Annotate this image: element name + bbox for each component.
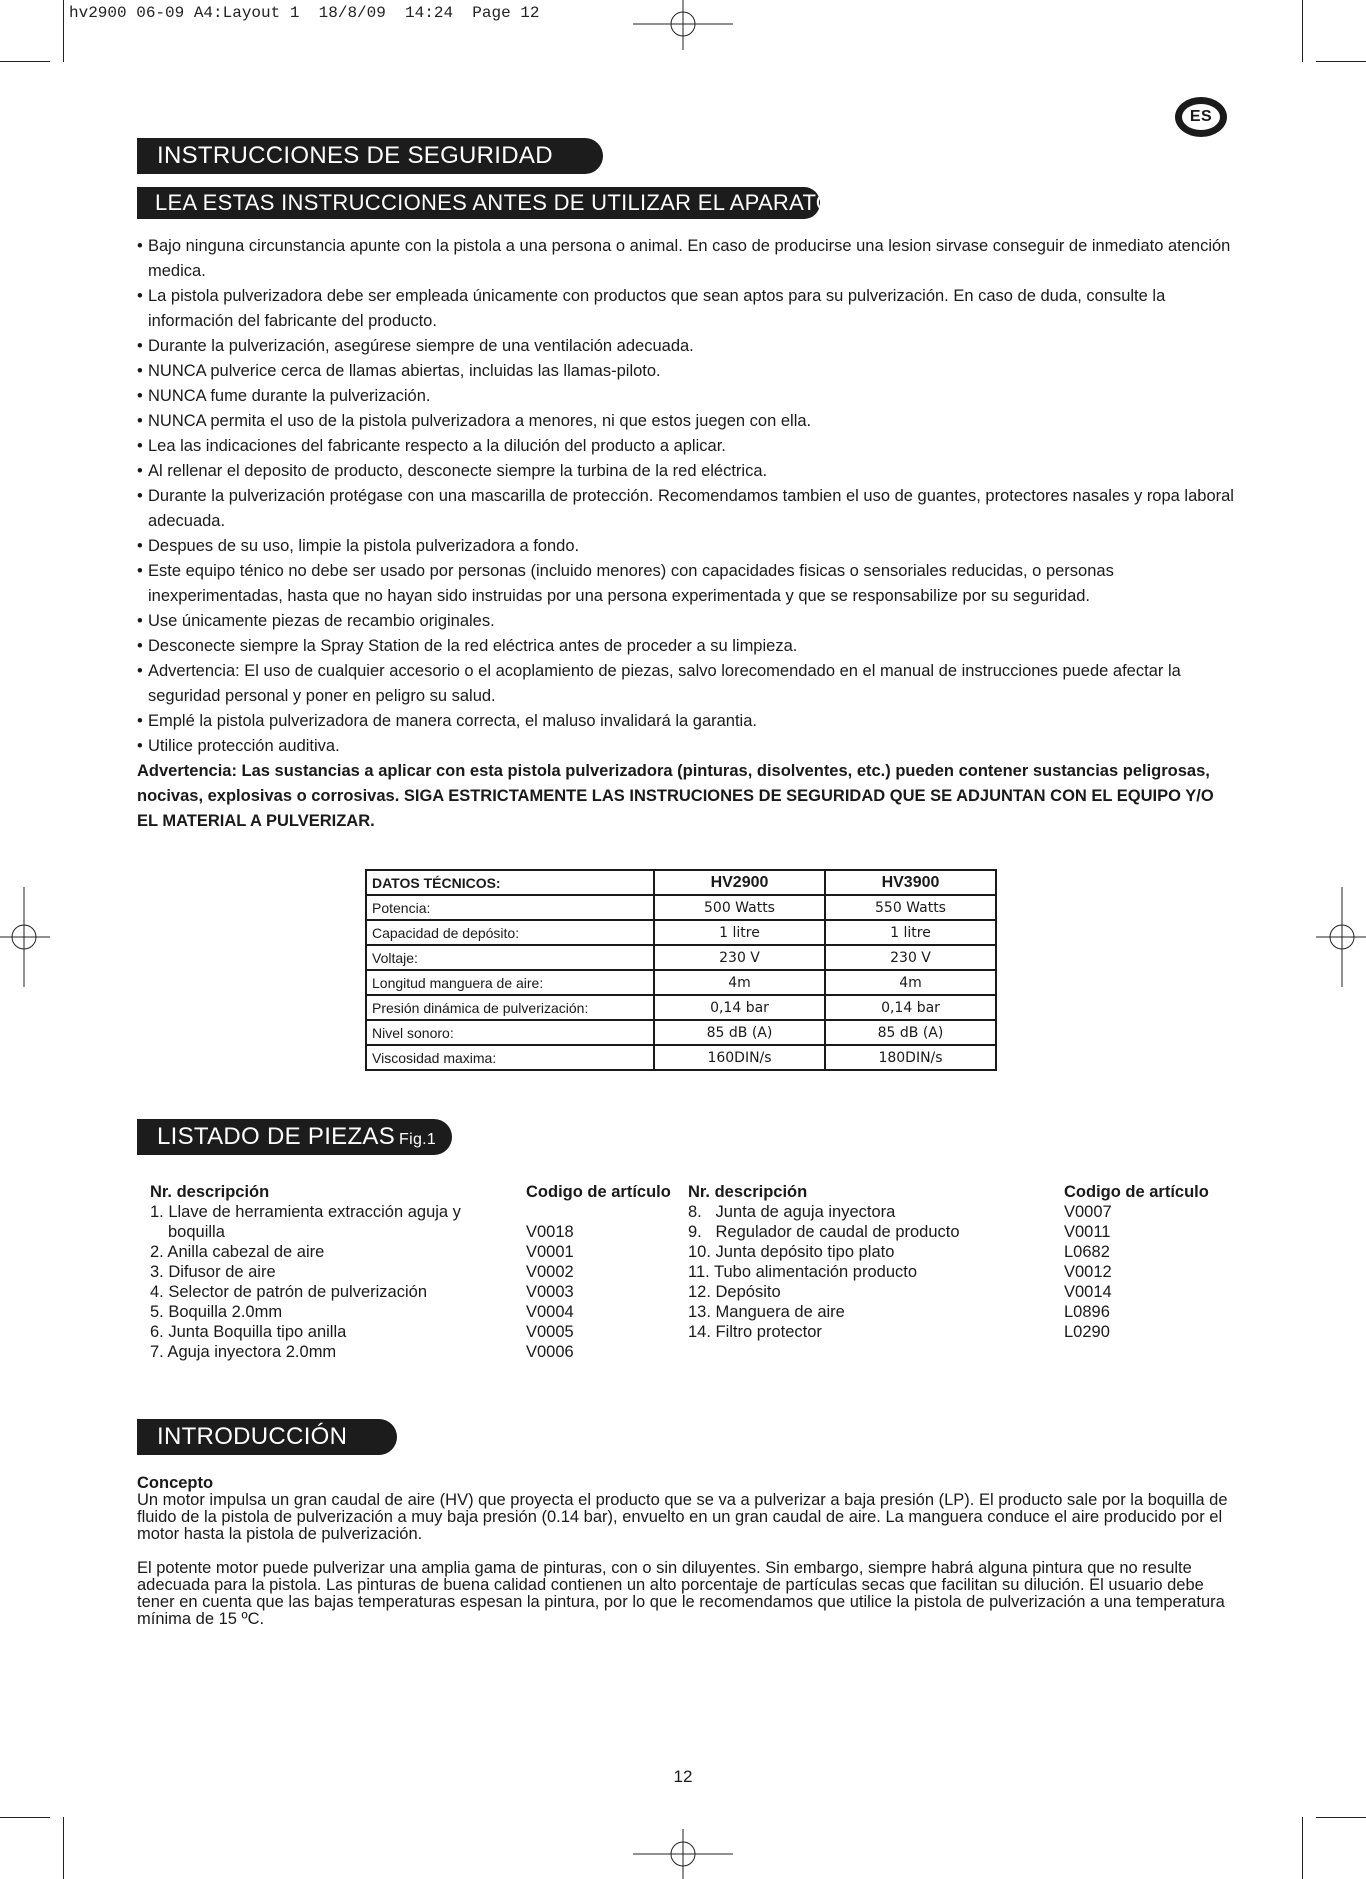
parts-list-right xyxy=(688,1182,1209,1342)
table-row xyxy=(366,945,996,970)
list-item: • Al rellenar el deposito de producto, desconecte siempre la turbina de la red eléctrica. xyxy=(137,459,1237,484)
table-cell: 550 Watts xyxy=(825,895,996,920)
list-item: • La pistola pulverizadora debe ser empleada únicamente con productos que sean aptos para su pulverización. En caso de duda, consulte la información del fabricante del producto. xyxy=(137,284,1237,334)
table-cell: 230 V xyxy=(654,945,825,970)
list-item: • Despues de su uso, limpie la pistola pulverizadora a fondo. xyxy=(137,534,1237,559)
table-row xyxy=(366,1020,996,1045)
crop-mark xyxy=(1302,0,1303,62)
table-cell: 1 litre xyxy=(654,920,825,945)
list-item: 11. Tubo alimentación producto V0012 xyxy=(688,1263,1112,1281)
page-number: 12 xyxy=(673,1767,693,1786)
warning-paragraph: Advertencia: Las sustancias a aplicar con esta pistola pulverizadora (pinturas, disolventes, etc.) pueden contener sustancias peligrosas, nocivas, explosivas o corrosivas. SIGA ESTRICTAMENTE LAS INSTRUCIONES DE SEGURIDAD QUE SE ADJUNTAN CON EL EQUIPO Y/O EL MATERIAL A PULVERIZAR. xyxy=(137,762,1214,830)
crop-mark xyxy=(0,61,50,62)
table-cell: 1 litre xyxy=(825,920,996,945)
section-title-read-instructions: LEA ESTAS INSTRUCCIONES ANTES DE UTILIZAR EL APARATO xyxy=(137,187,820,219)
table-cell: 4m xyxy=(825,970,996,995)
table-header-cell: DATOS TÉCNICOS: xyxy=(366,870,654,895)
list-item: • Use únicamente piezas de recambio originales. xyxy=(137,609,1237,634)
table-cell: 4m xyxy=(654,970,825,995)
table-row xyxy=(366,970,996,995)
intro-paragraph: El potente motor puede pulverizar una amplia gama de pinturas, con o sin diluyentes. Sin embargo, siempre habrá alguna pintura que no resulte adecuada para la pistola. Las pinturas de buena calidad contienen un alto porcentaje de partículas secas que facilitan su dilución. El usuario debe tener en cuenta que las bajas temperaturas espesan la pintura, por lo que le recomendamos que utilice la pistola de pulverización a una temperatura mínima de 15 ºC. xyxy=(137,1559,1225,1628)
registration-mark-icon xyxy=(1316,887,1366,987)
list-item: • Este equipo ténico no debe ser usado por personas (incluido menores) con capacidades fisicas o sensoriales reducidas, o personas inexperimentadas, hasta que no hayan sido instruidas por una persona experimentada y que se responsabilize por su seguridad. xyxy=(137,559,1237,609)
crop-mark xyxy=(63,1817,64,1879)
list-item: • NUNCA fume durante la pulverización. xyxy=(137,384,1237,409)
list-item: 14. Filtro protector L0290 xyxy=(688,1323,1110,1341)
list-item: 10. Junta depósito tipo plato L0682 xyxy=(688,1243,1110,1261)
list-item: 1. Llave de herramienta extracción aguja y xyxy=(150,1203,461,1221)
parts-list-left xyxy=(150,1182,671,1362)
section-title-safety: INSTRUCCIONES DE SEGURIDAD xyxy=(137,138,603,174)
crop-mark xyxy=(1316,1817,1366,1818)
list-item: • Advertencia: El uso de cualquier accesorio o el acoplamiento de piezas, salvo lorecomendado en el manual de instrucciones puede afectar la seguridad personal y poner en peligro su salud. xyxy=(137,659,1237,709)
table-header-cell: HV2900 xyxy=(654,870,825,895)
list-item: • Utilice protección auditiva. xyxy=(137,734,1237,759)
list-item: 4. Selector de patrón de pulverización V0003 xyxy=(150,1283,574,1301)
list-item: 6. Junta Boquilla tipo anilla V0005 xyxy=(150,1323,574,1341)
table-cell: 230 V xyxy=(825,945,996,970)
list-item: 12. Depósito V0014 xyxy=(688,1283,1112,1301)
table-row xyxy=(366,995,996,1020)
crop-mark xyxy=(1302,1817,1303,1879)
list-item: • Durante la pulverización, asegúrese siempre de una ventilación adecuada. xyxy=(137,334,1237,359)
table-row xyxy=(366,920,996,945)
table-cell: 0,14 bar xyxy=(825,995,996,1020)
section-title-introduction: INTRODUCCIÓN xyxy=(137,1419,397,1455)
section-title-parts-list: LISTADO DE PIEZAS Fig.1 xyxy=(137,1119,452,1155)
intro-paragraph: Un motor impulsa un gran caudal de aire (HV) que proyecta el producto que se va a pulverizar a baja presión (LP). El producto sale por la boquilla de fluido de la pistola de pulverización a muy baja presión (0.14 bar), envuelto en un gran caudal de aire. La manguera conduce el aire producido por el motor hasta la pistola de pulverización. xyxy=(137,1491,1228,1543)
list-item: • NUNCA permita el uso de la pistola pulverizadora a menores, ni que estos juegen con ella. xyxy=(137,409,1237,434)
table-cell: Capacidad de depósito: xyxy=(366,920,654,945)
table-cell: Longitud manguera de aire: xyxy=(366,970,654,995)
table-cell: Nivel sonoro: xyxy=(366,1020,654,1045)
language-badge-label: ES xyxy=(1182,104,1220,130)
registration-mark-icon xyxy=(633,0,733,50)
list-item: • Bajo ninguna circunstancia apunte con la pistola a una persona o animal. En caso de producirse una lesion sirvase conseguir de inmediato atención medica. xyxy=(137,234,1237,284)
table-cell: Presión dinámica de pulverización: xyxy=(366,995,654,1020)
print-slug: hv2900 06-09 A4:Layout 1 18/8/09 14:24 Page 12 xyxy=(69,4,540,22)
table-row xyxy=(366,895,996,920)
crop-mark xyxy=(1316,61,1366,62)
table-cell: 180DIN/s xyxy=(825,1045,996,1070)
table-cell: 85 dB (A) xyxy=(654,1020,825,1045)
table-cell: Voltaje: xyxy=(366,945,654,970)
table-header-row xyxy=(366,870,996,895)
table-cell: Viscosidad maxima: xyxy=(366,1045,654,1070)
crop-mark xyxy=(63,0,64,62)
intro-subtitle: Concepto xyxy=(137,1474,214,1492)
list-item: • NUNCA pulverice cerca de llamas abiertas, incluidas las llamas-piloto. xyxy=(137,359,1237,384)
parts-list-header: Nr. descripción Codigo de artículo xyxy=(688,1183,1209,1201)
list-item: 8. Junta de aguja inyectora V0007 xyxy=(688,1203,1112,1221)
table-cell: Potencia: xyxy=(366,895,654,920)
list-item: boquilla V0018 xyxy=(168,1223,574,1241)
registration-mark-icon xyxy=(0,887,50,987)
registration-mark-icon xyxy=(633,1829,733,1879)
language-badge xyxy=(1175,97,1227,137)
list-item: 2. Anilla cabezal de aire V0001 xyxy=(150,1243,574,1261)
list-item: 3. Difusor de aire V0002 xyxy=(150,1263,574,1281)
list-item: 13. Manguera de aire L0896 xyxy=(688,1303,1110,1321)
crop-mark xyxy=(0,1817,50,1818)
list-item: • Emplé la pistola pulverizadora de manera correcta, el maluso invalidará la garantia. xyxy=(137,709,1237,734)
table-row xyxy=(366,1045,996,1070)
list-item: • Durante la pulverización protégase con una mascarilla de protección. Recomendamos tambien el uso de guantes, protectores nasales y ropa laboral adecuada. xyxy=(137,484,1237,534)
table-cell: 85 dB (A) xyxy=(825,1020,996,1045)
list-item: 7. Aguja inyectora 2.0mm V0006 xyxy=(150,1343,574,1361)
list-item: • Desconecte siempre la Spray Station de la red eléctrica antes de proceder a su limpieza. xyxy=(137,634,1237,659)
list-item: 9. Regulador de caudal de producto V0011 xyxy=(688,1223,1111,1241)
technical-specs-table xyxy=(365,869,997,1071)
table-cell: 0,14 bar xyxy=(654,995,825,1020)
table-cell: 160DIN/s xyxy=(654,1045,825,1070)
table-cell: 500 Watts xyxy=(654,895,825,920)
figure-reference: Fig.1 xyxy=(399,1131,437,1148)
list-item: 5. Boquilla 2.0mm V0004 xyxy=(150,1303,574,1321)
safety-bullet-list xyxy=(137,234,1237,759)
parts-list-header: Nr. descripción Codigo de artículo xyxy=(150,1183,671,1201)
introduction-body xyxy=(137,1475,1237,1645)
table-header-cell: HV3900 xyxy=(825,870,996,895)
list-item: • Lea las indicaciones del fabricante respecto a la dilución del producto a aplicar. xyxy=(137,434,1237,459)
